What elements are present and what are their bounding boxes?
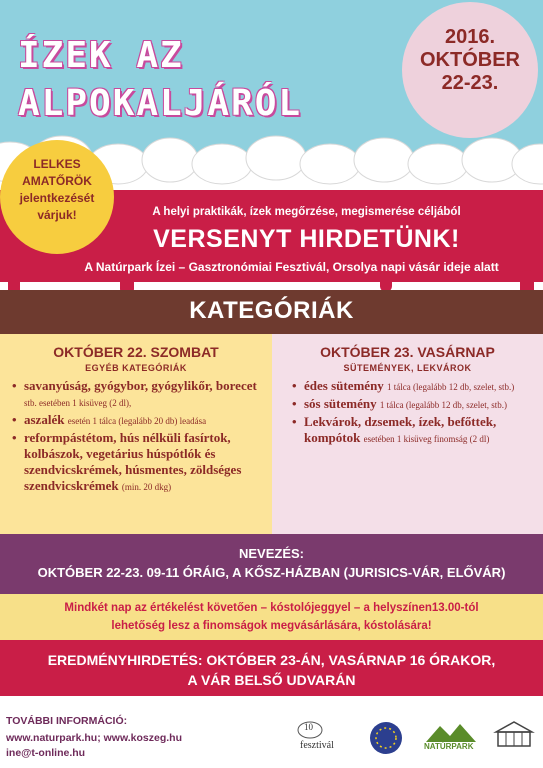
naturpark-logo-text: NATÚRPARK [424, 742, 474, 751]
registration-band [0, 534, 543, 594]
info-label: TOVÁBBI INFORMÁCIÓ: [6, 715, 128, 727]
amateur-line-3: jelentkezését [19, 191, 95, 205]
eu-logo-icon [366, 712, 406, 760]
sunday-heading: OKTÓBER 23. VASÁRNAP [320, 344, 495, 360]
announce-line-1: A helyi praktikák, ízek megőrzése, megismerése céljából [152, 206, 461, 218]
announce-headline: VERSENYT HIRDETÜNK! [153, 225, 460, 253]
fesztival-logo [292, 716, 352, 756]
fesztival-logo-text: fesztivál [300, 740, 334, 751]
tasting-band [0, 594, 543, 640]
categories-title: KATEGÓRIÁK [189, 297, 354, 324]
results-line-2: A VÁR BELSŐ UDVARÁN [187, 672, 356, 688]
date-year: 2016. [444, 26, 496, 48]
amateur-line-2: AMATŐRÖK [22, 174, 92, 188]
list-item: • aszalék esetén 1 tálca (legalább 20 db) leadása [10, 412, 268, 429]
koszeg-logo [490, 716, 538, 756]
saturday-heading: OKTÓBER 22. SZOMBAT [53, 344, 219, 360]
amateur-line-4: várjuk! [37, 208, 77, 222]
info-email[interactable]: ine@t-online.hu [6, 747, 86, 759]
list-item: • savanyúság, gyógybor, gyógylikőr, borecet stb. esetében 1 kisüveg (2 dl), [10, 378, 268, 411]
results-line-1: EREDMÉNYHIRDETÉS: OKTÓBER 23-ÁN, VASÁRNAP 16 ÓRAKOR, [47, 652, 496, 668]
registration-details: OKTÓBER 22-23. 09-11 ÓRÁIG, A KŐSZ-HÁZBAN (JURISICS-VÁR, ELŐVÁR) [37, 565, 506, 580]
info-web[interactable]: www.naturpark.hu; www.koszeg.hu [6, 732, 182, 744]
list-item: • édes sütemény 1 tálca (legalább 12 db, szelet, stb.) [290, 378, 535, 395]
tasting-line-1: Mindkét nap az értékelést követően – kóstolójeggyel – a helyszínen13.00-tól [64, 602, 479, 614]
title-line-1: ÍZEK AZ [18, 35, 184, 76]
list-item: • Lekvárok, dzsemek, ízek, befőttek, kompótok esetében 1 kisüveg finomság (2 dl) [290, 414, 535, 447]
sunday-list [290, 378, 535, 448]
naturpark-logo [420, 714, 482, 754]
sunday-subheading: SÜTEMÉNYEK, LEKVÁROK [343, 363, 472, 373]
list-item: • reformpástétom, hús nélküli fasírtok, kolbászok, vegetárius húspótlók és szendvicskrémek, húsmentes, zöldséges szendvicskrémek (min. 20 dkg) [10, 430, 268, 495]
date-badge [402, 2, 538, 138]
eu-logo [366, 712, 406, 760]
tasting-line-2: lehetőség lesz a finomságok megvásárlására, kóstolására! [111, 620, 432, 632]
list-item: • sós sütemény 1 tálca (legalább 12 db, szelet, stb.) [290, 396, 535, 413]
title-line-2: ALPOKALJÁRÓL [18, 83, 303, 124]
amateur-line-1: LELKES [33, 157, 81, 171]
saturday-list [10, 378, 268, 496]
saturday-subheading: EGYÉB KATEGÓRIÁK [85, 363, 187, 373]
announce-line-3: A Natúrpark Ízei – Gasztronómiai Fesztivál, Orsolya napi vásár ideje alatt [84, 260, 499, 274]
date-days: 22-23. [441, 72, 499, 94]
registration-label: NEVEZÉS: [238, 546, 304, 561]
amateur-badge [0, 140, 114, 254]
fesztival-logo-number: 10 [304, 722, 313, 732]
building-icon [490, 716, 538, 756]
date-month: OKTÓBER [420, 49, 520, 71]
